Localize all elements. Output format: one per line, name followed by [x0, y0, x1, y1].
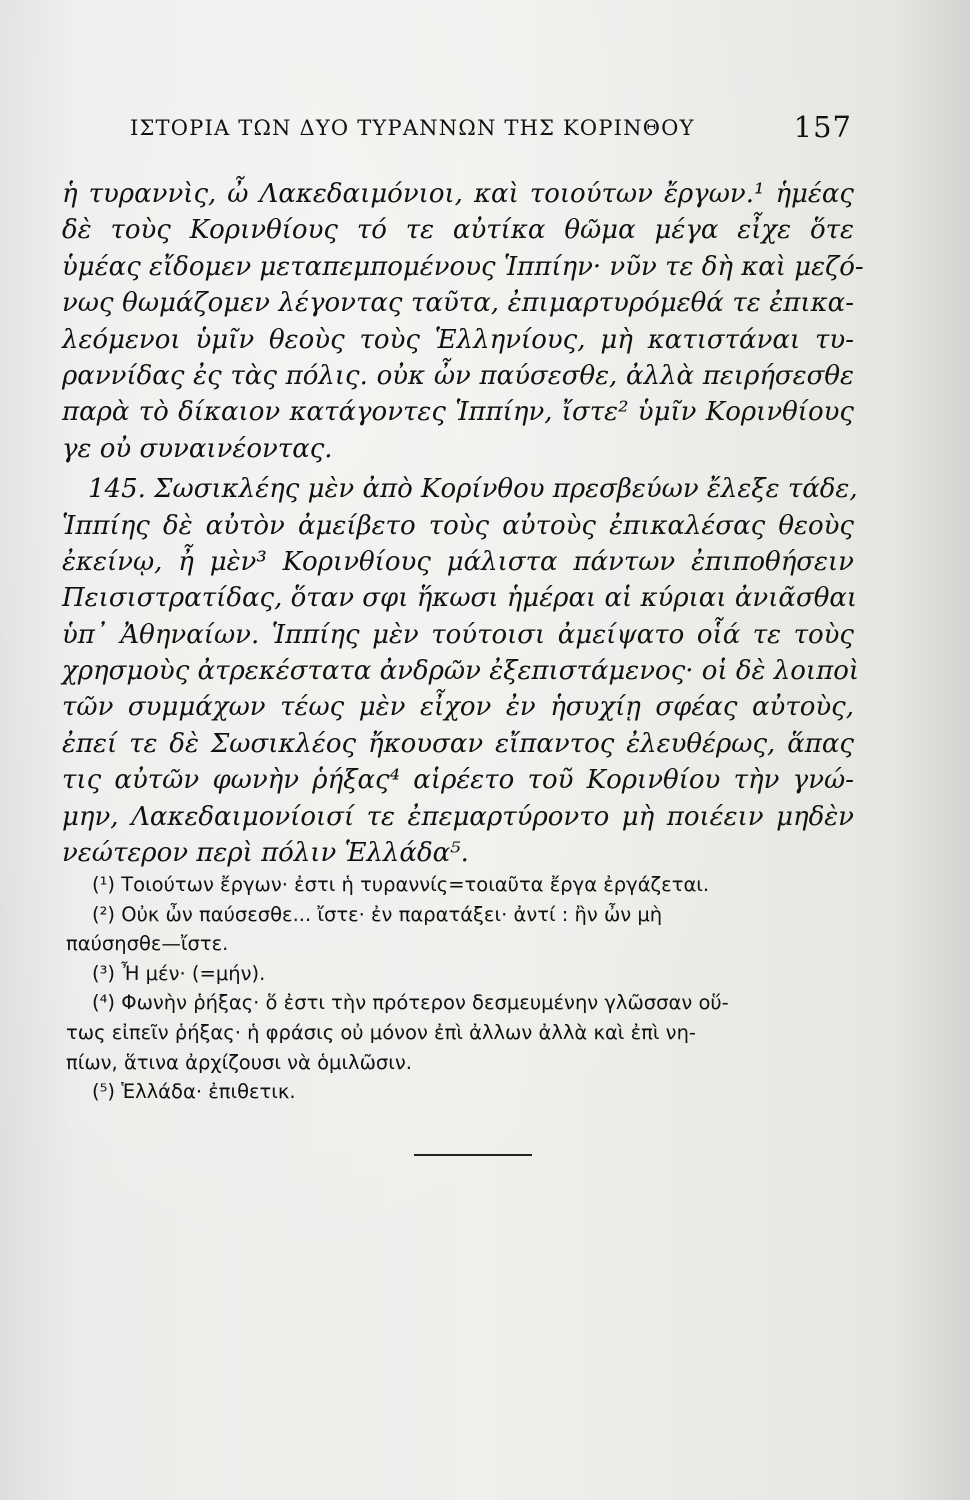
text-line: Ἱππίης δὲ αὐτὸν ἀμείβετο τοὺς αὐτοὺς ἐπικαλέσας θεοὺς — [62, 510, 854, 541]
text-line: μην, Λακεδαιμονίοισί τε ἐπεμαρτύροντο μὴ ποιέειν μηδὲν — [62, 801, 854, 832]
footnote-2: (²) Οὐκ ὦν παύσεσθε... ἴστε· ἐν παρατάξει· ἀντί : ἢν ὦν μὴ — [92, 902, 663, 926]
text-line: Πεισιστρατίδας, ὅταν σφι ἥκωσι ἡμέραι αἱ κύριαι ἀνιᾶσθαι — [62, 583, 858, 614]
text-line: ἡ τυραννὶς, ὦ Λακεδαιμόνιοι, καὶ τοιούτων ἔργων.¹ ἡμέας — [62, 179, 854, 209]
footnote-1: (¹) Τοιούτων ἔργων· ἐστι ἡ τυραννίς=τοιαῦτα ἔργα ἐργάζεται. — [92, 873, 710, 896]
text-line: γε οὐ συναινέοντας. — [62, 433, 333, 464]
footnote-4: (⁴) Φωνὴν ῥήξας· ὅ ἐστι τὴν πρότερον δεσμευμένην γλῶσσαν οὕ- — [92, 991, 729, 1015]
text-line: ὑμέας εἴδομεν μεταπεμπομένους Ἱππίην· νῦν τε δὴ καὶ μεζό- — [62, 251, 864, 282]
footnote-2-continued: παύσησθε—ἴστε. — [66, 932, 229, 956]
text-line: τῶν συμμάχων τέως μὲν εἶχον ἐν ἡσυχίῃ σφέας αὐτοὺς, — [62, 692, 854, 723]
page-number: 157 — [793, 110, 852, 144]
text-line: τις αὐτῶν φωνὴν ῥήξας⁴ αἱρέετο τοῦ Κορινθίου τὴν γνώ- — [62, 765, 854, 796]
footnote-3: (³) Ἦ μέν· (=μήν). — [92, 961, 266, 985]
section-145-first-line: 145. Σωσικλέης μὲν ἀπὸ Κορίνθου πρεσβεύων ἔλεξε τάδε, — [88, 474, 858, 505]
text-line: λεόμενοι ὑμῖν θεοὺς τοὺς Ἑλληνίους, μὴ κατιστάναι τυ- — [62, 324, 854, 355]
page-header — [130, 108, 852, 148]
footnote-5: (⁵) Ἑλλάδα· ἐπιθετικ. — [92, 1080, 296, 1104]
running-head: ΙΣΤΟΡΙΑ ΤΩΝ ΔΥΟ ΤΥΡΑΝΝΩΝ ΤΗΣ ΚΟΡΙΝΘΟΥ — [130, 116, 695, 140]
text-line: ὑπ᾽ Ἀθηναίων. Ἱππίης μὲν τούτοισι ἀμείψατο οἷά τε τοὺς — [62, 619, 854, 650]
text-line: δὲ τοὺς Κορινθίους τό τε αὐτίκα θῶμα μέγα εἶχε ὅτε — [62, 215, 854, 246]
footnotes — [66, 870, 862, 1107]
text-line: παρὰ τὸ δίκαιον κατάγοντες Ἱππίην, ἴστε² ὑμῖν Κορινθίους — [62, 397, 854, 428]
text-line: ἐπεί τε δὲ Σωσικλέος ἤκουσαν εἴπαντος ἐλευθέρως, ἅπας — [62, 728, 854, 759]
text-line: νως θωμάζομεν λέγοντας ταῦτα, ἐπιμαρτυρόμεθά τε ἐπικα- — [62, 288, 854, 319]
text-line: ἐκείνῳ, ἦ μὲν³ Κορινθίους μάλιστα πάντων ἐπιποθήσειν — [62, 546, 854, 577]
footnote-4-continued: πίων, ἅτινα ἀρχίζουσι νὰ ὁμιλῶσιν. — [66, 1050, 412, 1074]
text-line: νεώτερον περὶ πόλιν Ἑλλάδα⁵. — [62, 838, 469, 869]
footnote-4-continued: τως εἰπεῖν ῥήξας· ἡ φράσις οὐ μόνον ἐπὶ ἀλλων ἀλλὰ καὶ ἐπὶ νη- — [66, 1020, 696, 1044]
end-rule — [414, 1154, 532, 1156]
text-line: ραννίδας ἐς τὰς πόλις. οὐκ ὦν παύσεσθε, ἀλλὰ πειρήσεσθε — [62, 360, 854, 391]
main-text — [62, 176, 864, 871]
text-line: χρησμοὺς ἀτρεκέστατα ἀνδρῶν ἐξεπιστάμενος· οἱ δὲ λοιποὶ — [62, 656, 860, 687]
